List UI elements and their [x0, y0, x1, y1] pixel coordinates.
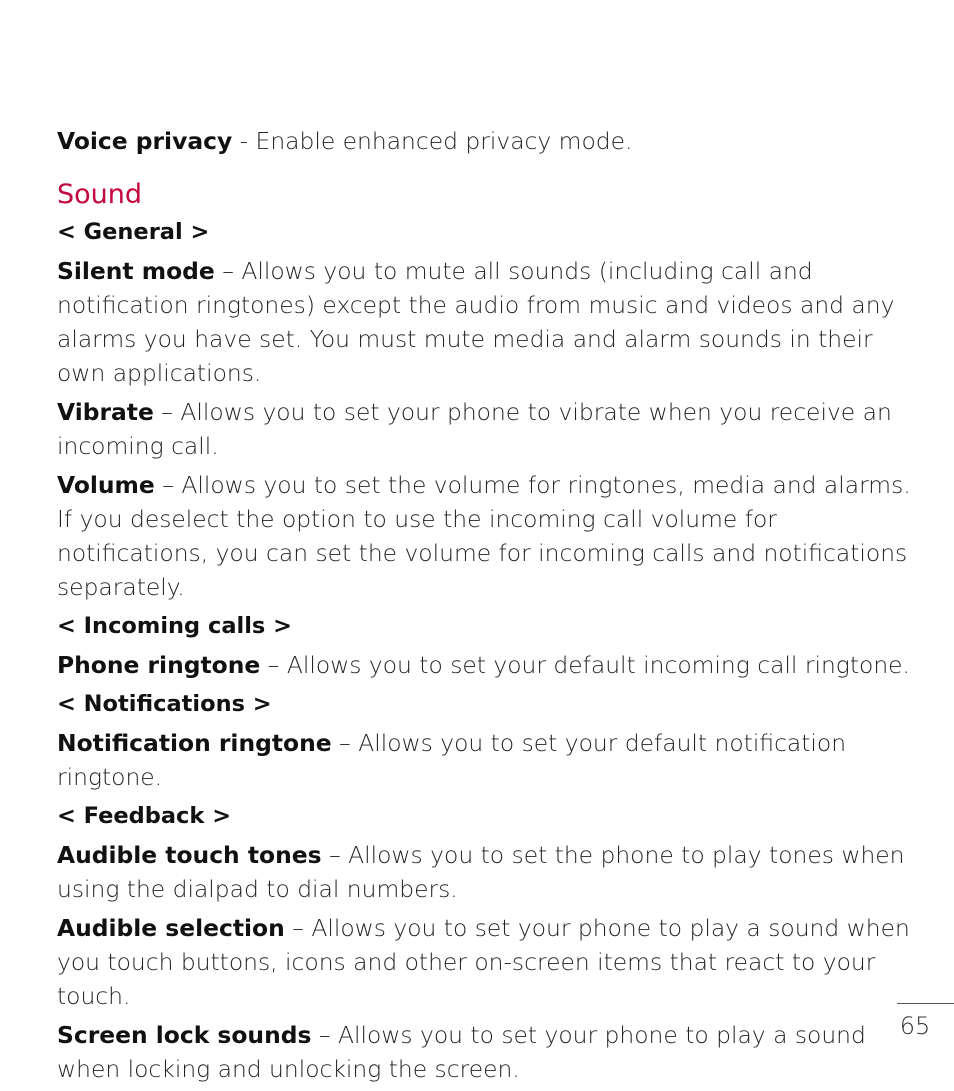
vibrate-desc: – Allows you to set your phone to vibrate when you receive an incoming call.	[57, 398, 892, 460]
screen-lock-sounds-item	[57, 1018, 917, 1086]
audible-selection-desc: – Allows you to set your phone to play a sound when you touch buttons, icons and other on-screen items that react to your touch.	[57, 914, 910, 1010]
phone-ringtone-desc: – Allows you to set your default incoming call ringtone.	[260, 651, 910, 679]
subheading-notifications: < Notifications >	[57, 691, 272, 717]
screen-lock-sounds-term: Screen lock sounds	[57, 1021, 312, 1049]
subheading-incoming-calls: < Incoming calls >	[57, 613, 293, 639]
silent-mode-desc: – Allows you to mute all sounds (including call and notification ringtones) except the audio from music and videos and any alarms you have set. You must mute media and alarm sounds in their own applications.	[57, 257, 895, 387]
screen-lock-sounds-desc: – Allows you to set your phone to play a sound when locking and unlocking the screen.	[57, 1021, 866, 1083]
audible-touch-tones-item	[57, 838, 917, 906]
voice-privacy-term: Voice privacy	[57, 127, 233, 155]
volume-item	[57, 468, 917, 604]
silent-mode-item	[57, 254, 917, 390]
notification-ringtone-item	[57, 726, 917, 794]
audible-selection-item	[57, 911, 917, 1013]
phone-ringtone-term: Phone ringtone	[57, 651, 261, 679]
subheading-feedback: < Feedback >	[57, 803, 232, 829]
footer-divider	[897, 1003, 954, 1004]
section-title-sound: Sound	[57, 179, 143, 210]
page-content	[57, 124, 917, 1091]
subheading-general: < General >	[57, 219, 210, 245]
notification-ringtone-term: Notification ringtone	[57, 729, 332, 757]
vibrate-item	[57, 395, 917, 463]
vibrate-term: Vibrate	[57, 398, 154, 426]
voice-privacy-item	[57, 124, 917, 158]
audible-touch-tones-desc: – Allows you to set the phone to play tones when using the dialpad to dial numbers.	[57, 841, 905, 903]
silent-mode-term: Silent mode	[57, 257, 215, 285]
volume-desc: – Allows you to set the volume for ringtones, media and alarms. If you deselect the option to use the incoming call volume for notifications, you can set the volume for incoming calls and notifications separately.	[57, 471, 911, 601]
audible-touch-tones-term: Audible touch tones	[57, 841, 322, 869]
volume-term: Volume	[57, 471, 155, 499]
voice-privacy-desc: - Enable enhanced privacy mode.	[232, 127, 633, 155]
phone-ringtone-item	[57, 648, 917, 682]
page-number: 65	[899, 1012, 931, 1040]
notification-ringtone-desc: – Allows you to set your default notification ringtone.	[57, 729, 847, 791]
audible-selection-term: Audible selection	[57, 914, 285, 942]
